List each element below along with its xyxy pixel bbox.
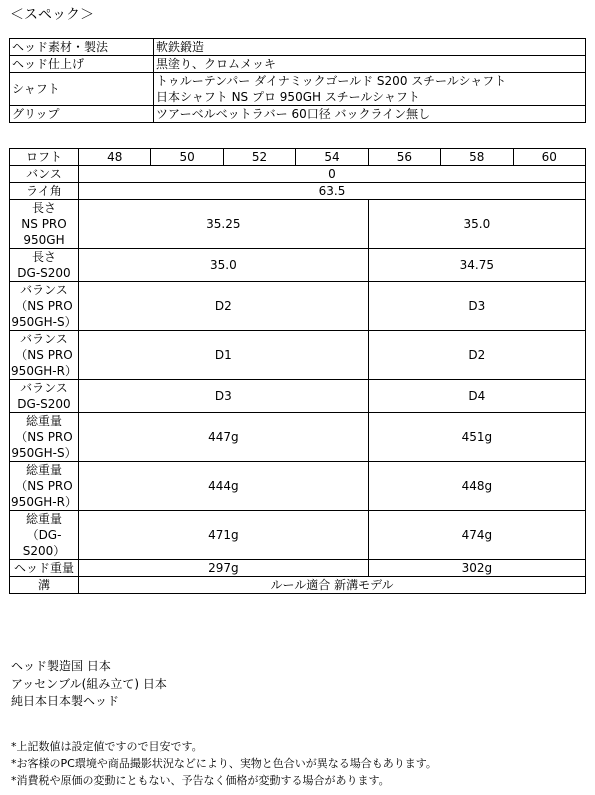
bounce-value: 0 <box>79 166 586 183</box>
weight-ns-r-value-b: 448g <box>368 462 585 511</box>
weight-dg-label: 総重量 （DG- S200） <box>10 511 79 560</box>
balance-ns-s-value-a: D2 <box>79 282 369 331</box>
loft-48: 48 <box>79 149 151 166</box>
loft-50: 50 <box>151 149 223 166</box>
assembly-country-note: アッセンブル(組み立て) 日本 <box>11 676 167 691</box>
loft-58: 58 <box>441 149 513 166</box>
basic-spec-table <box>9 38 586 123</box>
bounce-row <box>10 166 586 183</box>
balance-dg-value-b: D4 <box>368 380 585 413</box>
length-ns-value-b: 35.0 <box>368 200 585 249</box>
loft-52: 52 <box>223 149 295 166</box>
disclaimer-item: *上記数値は設定値ですので目安です。 <box>11 740 203 753</box>
grip-label: グリップ <box>10 106 154 123</box>
loft-label: ロフト <box>10 149 79 166</box>
balance-ns-r-label: バランス （NS PRO 950GH-R） <box>11 332 77 378</box>
length-dg-value-b: 34.75 <box>368 249 585 282</box>
weight-dg-value-b: 474g <box>368 511 585 560</box>
length-ns-label: 長さ NS PRO 950GH <box>10 200 79 249</box>
lie-value: 63.5 <box>79 183 586 200</box>
weight-ns-s-value-a: 447g <box>79 413 369 462</box>
head-material-label: ヘッド素材・製法 <box>10 39 154 56</box>
weight-ns-r-label: 総重量 （NS PRO 950GH-R） <box>11 463 77 509</box>
manufacturing-country-note: ヘッド製造国 日本 <box>11 659 111 673</box>
table-row <box>10 56 586 73</box>
length-ns-row <box>10 200 586 249</box>
loft-54: 54 <box>296 149 368 166</box>
balance-ns-r-value-b: D2 <box>368 331 585 380</box>
made-in-japan-note: 純日本日本製ヘッド <box>11 694 120 708</box>
disclaimers <box>11 738 437 789</box>
weight-ns-s-value-b: 451g <box>368 413 585 462</box>
balance-ns-s-row <box>10 282 586 331</box>
balance-ns-s-label: バランス （NS PRO 950GH-S） <box>11 283 77 329</box>
table-row <box>10 106 586 123</box>
balance-ns-r-row <box>10 331 586 380</box>
groove-value: ルール適合 新溝モデル <box>79 577 586 594</box>
table-row <box>10 73 586 106</box>
lie-row <box>10 183 586 200</box>
head-finish-value: 黒塗り、クロムメッキ <box>154 56 586 73</box>
length-dg-value-a: 35.0 <box>79 249 369 282</box>
weight-ns-r-value-a: 444g <box>79 462 369 511</box>
weight-ns-s-label: 総重量 （NS PRO 950GH-S） <box>11 414 77 460</box>
loft-60: 60 <box>513 149 585 166</box>
shaft-value: トゥルーテンパー ダイナミックゴールド S200 スチールシャフト 日本シャフト NS プロ 950GH スチールシャフト <box>154 73 586 106</box>
length-dg-row <box>10 249 586 282</box>
length-dg-label: 長さ DG-S200 <box>10 249 79 282</box>
balance-dg-label: バランス DG-S200 <box>10 380 79 413</box>
head-weight-value-b: 302g <box>368 560 585 577</box>
groove-row <box>10 577 586 594</box>
shaft-label: シャフト <box>10 73 154 106</box>
lie-label: ライ角 <box>10 183 79 200</box>
head-weight-value-a: 297g <box>79 560 369 577</box>
groove-label: 溝 <box>10 577 79 594</box>
loft-row <box>10 149 586 166</box>
loft-56: 56 <box>368 149 440 166</box>
grip-value: ツアーベルベットラバー 60口径 バックライン無し <box>154 106 586 123</box>
head-weight-row <box>10 560 586 577</box>
weight-dg-value-a: 471g <box>79 511 369 560</box>
balance-ns-s-value-b: D3 <box>368 282 585 331</box>
disclaimer-item: *お客様のPC環境や商品撮影状況などにより、実物と色合いが異なる場合もあります。 <box>11 757 437 770</box>
origin-notes <box>11 658 167 711</box>
disclaimer-item: *消費税や原価の変動にともない、予告なく価格が変動する場合があります。 <box>11 774 390 787</box>
balance-dg-row <box>10 380 586 413</box>
length-ns-value-a: 35.25 <box>79 200 369 249</box>
head-material-value: 軟鉄鍛造 <box>154 39 586 56</box>
head-weight-label: ヘッド重量 <box>10 560 79 577</box>
balance-dg-value-a: D3 <box>79 380 369 413</box>
weight-dg-row <box>10 511 586 560</box>
loft-spec-table <box>9 148 586 594</box>
head-finish-label: ヘッド仕上げ <box>10 56 154 73</box>
weight-ns-r-row <box>10 462 586 511</box>
bounce-label: バンス <box>10 166 79 183</box>
spec-heading: ＜スペック＞ <box>10 7 94 23</box>
weight-ns-s-row <box>10 413 586 462</box>
balance-ns-r-value-a: D1 <box>79 331 369 380</box>
table-row <box>10 39 586 56</box>
